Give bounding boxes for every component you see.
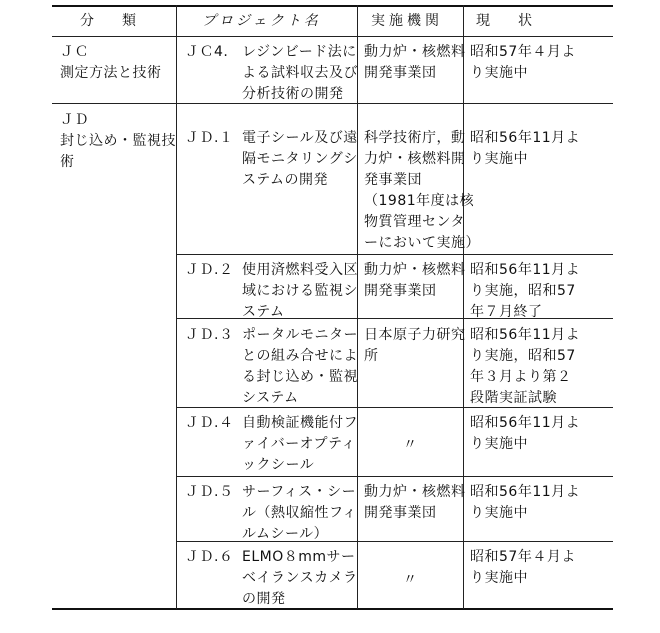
project-name: 使用済燃料受入区 域における監視シ ステム [242,262,358,320]
status: 昭和56年11月よ り実施中 [470,484,581,521]
project-code: ＪＣ4. [185,44,229,60]
table-top-rule [52,5,613,7]
status: 昭和56年11月よ り実施中 [470,415,581,452]
project-code: ＪＤ.３ [185,327,234,343]
project-code: ＪＤ.２ [185,262,234,278]
project-code: ＪＤ.１ [185,130,234,146]
project-name: ポータルモニター との組み合せによ る封じ込め・監視 システム [242,327,358,406]
header-agency: 実施機関 [371,13,443,29]
agency: 〃 [403,572,418,588]
project-name: サーフィス・シー ル（熱収縮性フィ ルムシール） [242,484,357,542]
status: 昭和56年11月よ り実施，昭和57 年７月終了 [470,262,581,320]
header-rule [52,36,613,37]
project-name: ELMO８mmサー ベイランスカメラ の開発 [242,549,358,607]
project-code: ＪＤ.５ [185,484,234,500]
project-name: 自動検証機能付フ ァイバーオプティ ックシール [242,415,358,473]
row-rule [176,254,613,255]
agency: 〃 [403,437,418,453]
agency: 動力炉・核燃料 開発事業団 [364,484,466,521]
project-name: 電子シール及び遠 隔モニタリングシ ステムの開発 [242,130,358,188]
group-name: ＪＣ 測定方法と技術 [60,44,162,81]
group-name: ＪＤ 封じ込め・監視技 術 [60,112,176,170]
header-status: 現 状 [476,13,532,29]
header-category: 分 類 [80,13,136,29]
agency: 科学技術庁，動 力炉・核燃料開 発事業団 （1981年度は核 物質管理センタ ーにおいて実施） [364,130,480,251]
project-code: ＪＤ.６ [185,549,234,565]
status: 昭和57年４月よ り実施中 [470,44,576,81]
column-divider [176,5,177,609]
row-rule [176,476,613,477]
agency: 動力炉・核燃料 開発事業団 [364,44,466,81]
agency: 日本原子力研究 所 [364,327,466,364]
project-name: レジンビード法に よる試料収去及び 分析技術の開発 [242,44,358,102]
status: 昭和56年11月よ り実施，昭和57 年３月より第２ 段階実証試験 [470,327,581,406]
agency: 動力炉・核燃料 開発事業団 [364,262,466,299]
status: 昭和56年11月よ り実施中 [470,130,581,167]
project-code: ＪＤ.４ [185,415,234,431]
header-project: プロジェクト名 [202,13,321,29]
status: 昭和57年４月よ り実施中 [470,549,576,586]
